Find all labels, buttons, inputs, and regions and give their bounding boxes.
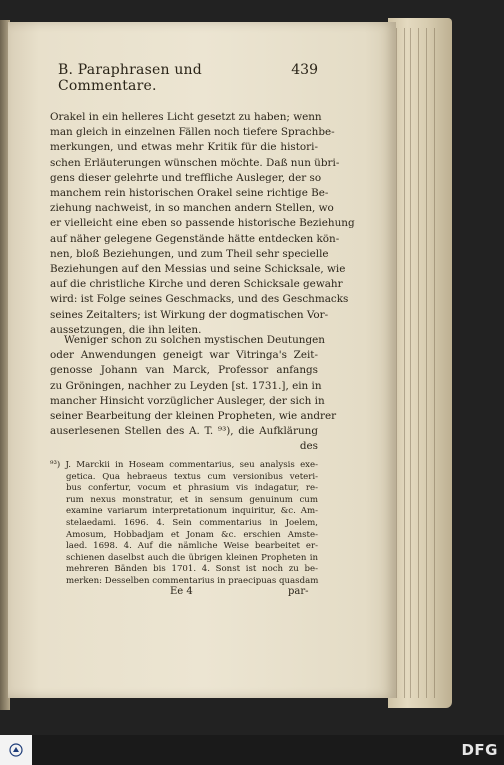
- paragraph-2: [50, 333, 337, 455]
- running-header: [58, 62, 318, 94]
- text-line: Weniger schon zu solchen mystischen Deutungen: [64, 334, 325, 346]
- footnote-line: laed. 1698. 4. Auf die nämliche Weise bearbeitet er-: [66, 541, 318, 552]
- page-stack-edge: [388, 18, 452, 708]
- library-logo: [0, 735, 32, 765]
- text-line: mancher Hinsicht vorzüglicher Ausleger, der sich in: [50, 394, 325, 407]
- text-line: auserlesenen Stellen des A. T. ⁹³), die Aufklärung: [50, 425, 318, 438]
- text-line: ziehung nachweist, in so manchen andern Stellen, wo: [50, 202, 334, 215]
- text-line: schen Erläuterungen wünschen möchte. Daß nun übri-: [50, 156, 340, 169]
- catchword-line: des: [299, 440, 318, 453]
- footnote-line: merken: Desselben commentarius in praecipuas quasdam: [66, 575, 319, 586]
- text-line: auf näher gelegene Gegenstände hätte entdecken kön-: [50, 232, 340, 245]
- footnote-line: stelaedami. 1696. 4. Sein commentarius in Joelem,: [66, 517, 318, 528]
- footnote-line: rum nexus monstratur, et in sensum genuinum cum: [66, 494, 318, 505]
- viewer-bottom-bar: [0, 735, 504, 765]
- text-line: man gleich in einzelnen Fällen noch tiefere Sprachbe-: [50, 126, 335, 139]
- footnote-line: examine variarum interpretationum inquiritur, &c. Am-: [66, 506, 318, 517]
- footnote-line: ⁹³) J. Marckii in Hoseam commentarius, seu analysis exe-: [50, 460, 318, 470]
- footnote-line: getica. Qua hebraeus textus cum versionibus veteri-: [66, 471, 318, 482]
- text-line: oder Anwendungen geneigt war Vitringa's Zeit-: [50, 349, 318, 362]
- catchword: par-: [288, 586, 309, 597]
- footnote-line: schienen daselbst auch die übrigen kleinen Propheten in: [66, 552, 318, 563]
- paragraph-1: [50, 110, 355, 338]
- dfg-logo: DFG: [461, 741, 498, 759]
- signature-mark: Ee 4: [170, 586, 193, 597]
- text-line: genosse Johann van Marck, Professor anfangs: [50, 364, 318, 377]
- text-line: seiner Bearbeitung der kleinen Propheten, wie andrer: [50, 410, 337, 423]
- text-line: aussetzungen, die ihn leiten.: [50, 323, 202, 336]
- footnote-line: mehreren Bänden bis 1701. 4. Sonst ist noch zu be-: [66, 564, 318, 575]
- footnote-line: Amosum, Hobbadjam et Jonam &c. erschien Amste-: [66, 529, 318, 540]
- running-head-title: B. Paraphrasen und Commentare.: [58, 62, 202, 94]
- text-line: er vielleicht eine eben so passende historische Beziehung: [50, 217, 355, 230]
- library-emblem-icon: [9, 743, 23, 757]
- text-line: seines Zeitalters; ist Wirkung der dogmatischen Vor-: [50, 308, 329, 321]
- text-line: Beziehungen auf den Messias und seine Schicksale, wie: [50, 263, 346, 276]
- page-number: 439: [291, 62, 318, 78]
- text-line: wird: ist Folge seines Geschmacks, und des Geschmacks: [50, 293, 349, 306]
- text-line: Orakel in ein helleres Licht gesetzt zu haben; wenn: [50, 111, 322, 123]
- text-line: gens dieser gelehrte und treffliche Ausleger, der so: [50, 171, 322, 184]
- text-line: merkungen, und etwas mehr Kritik für die histori-: [50, 141, 318, 154]
- text-line: zu Gröningen, nachher zu Leyden [st. 1731.], ein in: [50, 379, 322, 392]
- footnote-line: bus confertur, vocum et phrasium vis indagatur, re-: [66, 483, 318, 494]
- text-line: nen, bloß Beziehungen, und zum Theil sehr specielle: [50, 247, 329, 260]
- text-line: manchem rein historischen Orakel seine richtige Be-: [50, 187, 329, 200]
- footnote-block: [50, 460, 318, 588]
- text-line: auf die christliche Kirche und deren Schicksale gewahr: [50, 278, 343, 291]
